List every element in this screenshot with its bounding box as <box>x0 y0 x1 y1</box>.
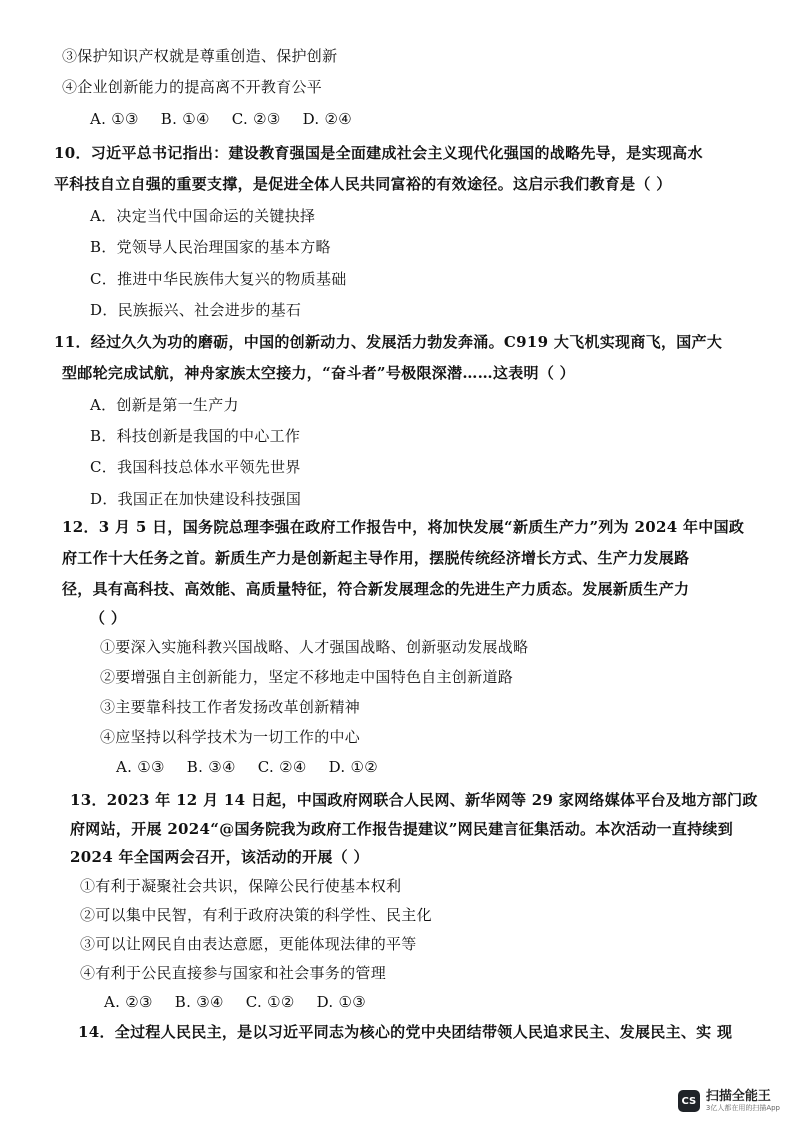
watermark-tagline: 3亿人都在用的扫描App <box>705 1104 780 1112</box>
q11-stem-line2: 型邮轮完成试航，神舟家族太空接力，“奋斗者”号极限深潜……这表明（ ） <box>62 364 575 382</box>
q13-stem-line1: 13．2023 年 12 月 14 日起，中国政府网联合人民网、新华网等 29 家网络媒体平台及地方部门政 <box>70 791 758 809</box>
q10-stem-line2: 平科技自立自强的重要支撑，是促进全体人民共同富裕的有效途径。这启示我们教育是（ ） <box>54 175 672 193</box>
q12-option-b: B. ③④ <box>186 758 236 776</box>
q12-option-a: A. ①③ <box>116 758 165 776</box>
q9-option-c: C. ②③ <box>231 110 281 128</box>
q10-option-d: D．民族振兴、社会进步的基石 <box>90 301 302 319</box>
q11-option-d: D．我国正在加快建设科技强国 <box>90 490 302 508</box>
q11-stem-line1: 11．经过久久为功的磨砺，中国的创新动力、发展活力勃发奔涌。C919 大飞机实现商飞，国产大 <box>54 333 723 351</box>
q12-stem-line2: 府工作十大任务之首。新质生产力是创新起主导作用，摆脱传统经济增长方式、生产力发展路 <box>62 549 690 567</box>
camscanner-logo-icon: CS <box>678 1090 700 1112</box>
q12-option-c: C. ②④ <box>257 758 307 776</box>
q13-item-2: ②可以集中民智，有利于政府决策的科学性、民主化 <box>80 906 432 924</box>
q12-option-d: D. ①② <box>328 758 379 776</box>
q13-option-a: A. ②③ <box>104 993 153 1011</box>
q12-stem-line3: 径，具有高科技、高效能、高质量特征，符合新发展理念的先进生产力质态。发展新质生产力 <box>62 580 690 598</box>
q12-stem-line1: 12．3 月 5 日，国务院总理李强在政府工作报告中，将加快发展“新质生产力”列为 2024 年中国政 <box>62 518 745 536</box>
watermark-text <box>706 1089 780 1113</box>
q13-stem-line2: 府网站，开展 2024“@国务院我为政府工作报告提建议”网民建言征集活动。本次活动一直持续到 <box>70 820 734 838</box>
q9-options <box>90 109 374 129</box>
q12-item-2: ②要增强自主创新能力，坚定不移地走中国特色自主创新道路 <box>100 668 514 686</box>
q9-option-d: D. ②④ <box>302 110 353 128</box>
q13-item-3: ③可以让网民自由表达意愿，更能体现法律的平等 <box>80 935 417 953</box>
q12-stem-line4: （ ） <box>90 609 127 627</box>
watermark-app-name: 扫描全能王 <box>705 1089 771 1104</box>
q11-option-a: A．创新是第一生产力 <box>90 396 239 414</box>
q13-option-b: B. ③④ <box>174 993 224 1011</box>
q10-option-c: C．推进中华民族伟大复兴的物质基础 <box>90 270 347 288</box>
q10-option-a: A．决定当代中国命运的关键抉择 <box>90 207 316 225</box>
scanner-watermark <box>678 1089 780 1113</box>
q11-option-b: B．科技创新是我国的中心工作 <box>90 427 301 445</box>
q12-item-3: ③主要靠科技工作者发扬改革创新精神 <box>100 698 361 716</box>
q13-option-c: C. ①② <box>245 993 295 1011</box>
q12-item-4: ④应坚持以科学技术为一切工作的中心 <box>100 728 361 746</box>
q9-item-4: ④企业创新能力的提高离不开教育公平 <box>62 78 323 96</box>
q9-option-a: A. ①③ <box>90 110 139 128</box>
q13-stem-line3: 2024 年全国两会召开，该活动的开展（ ） <box>70 848 369 866</box>
q10-stem-line1: 10．习近平总书记指出：建设教育强国是全面建成社会主义现代化强国的战略先导，是实现高水 <box>54 144 703 162</box>
q13-item-1: ①有利于凝聚社会共识，保障公民行使基本权利 <box>80 877 402 895</box>
q13-option-d: D. ①③ <box>316 993 367 1011</box>
q10-option-b: B．党领导人民治理国家的基本方略 <box>90 238 331 256</box>
q13-options <box>104 992 388 1012</box>
q12-item-1: ①要深入实施科教兴国战略、人才强国战略、创新驱动发展战略 <box>100 638 529 656</box>
q9-option-b: B. ①④ <box>160 110 210 128</box>
q12-options <box>116 757 400 777</box>
q14-stem-line1: 14．全过程人民民主，是以习近平同志为核心的党中央团结带领人民追求民主、发展民主、实 现 <box>78 1023 733 1041</box>
q9-item-3: ③保护知识产权就是尊重创造、保护创新 <box>62 47 338 65</box>
q11-option-c: C．我国科技总体水平领先世界 <box>90 458 301 476</box>
q13-item-4: ④有利于公民直接参与国家和社会事务的管理 <box>80 964 387 982</box>
